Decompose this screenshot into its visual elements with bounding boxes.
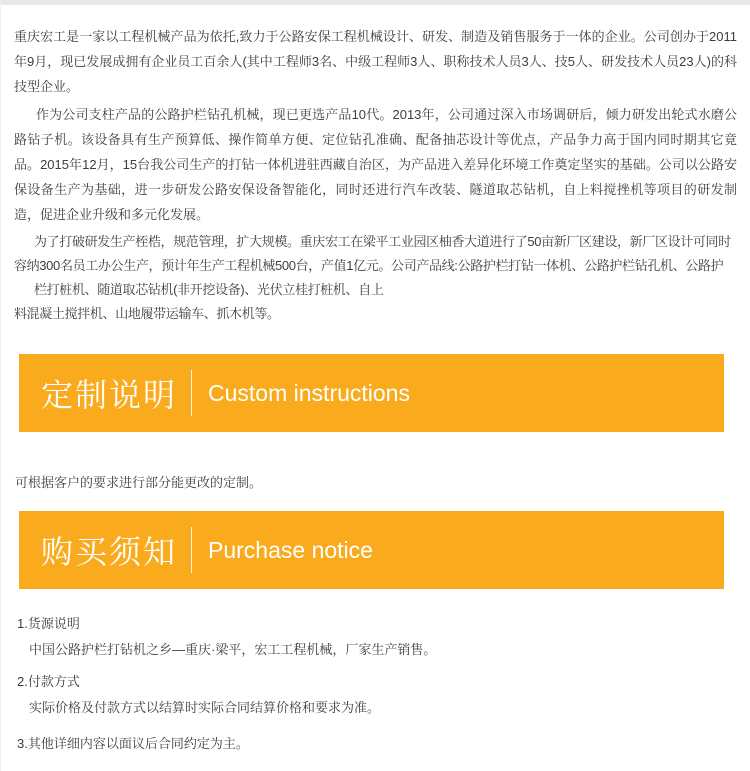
banner-divider (191, 527, 192, 573)
intro-paragraph-3-line: 为了打破研发生产桎梏，规范管理，扩大规模。重庆宏工在梁平工业园区柚香大道进行了50亩新厂区建设，新厂区设计可同时 (34, 234, 731, 249)
intro-paragraph-3-line: 料混凝土搅拌机、山地履带运输车、抓木机等。 (14, 306, 280, 321)
intro-paragraph-1: 重庆宏工是一家以工程机械产品为依托,致力于公路安保工程机械设计、研发、制造及销售服务于一体的企业。公司创办于2011年9月，现已发展成拥有企业员工百余人(其中工程师3名、中级工程师3人、职称技术人员3人、技5人、研发技术人员23人)的科技型企业。 (14, 29, 737, 94)
custom-instructions-banner (19, 354, 724, 432)
intro-paragraph-3 (14, 230, 737, 326)
intro-paragraph-2: 作为公司支柱产品的公路护栏钻孔机械，现已更选产品10代。2013年，公司通过深入市场调研后，倾力研发出轮式水磨公路钻子机。该设备具有生产预算低、操作简单方便、定位钻孔准确、配备抽芯设计等优点，产品争力高于国内同时期其它竟品。2015年12月，15台我公司生产的打钻一体机进驻西藏自治区，为产品进入差异化环境工作奠定坚实的基础。公司以公路安保设备生产为基础，进一步研发公路安保设备智能化，同时还进行汽车改装、隧道取芯钻机，自上料搅挫机等项目的研发制造，促进企业升级和多元化发展。 (14, 107, 737, 222)
notice-detail: 实际价格及付款方式以结算时实际合同结算价格和要求为准。 (29, 700, 381, 715)
notice-detail: 中国公路护栏打钻机之乡—重庆·梁平，宏工工程机械，厂家生产销售。 (29, 642, 437, 657)
purchase-notice-list (17, 611, 737, 757)
notice-heading: 2.付款方式 (17, 674, 80, 689)
notice-item (17, 669, 737, 721)
purchase-notice-title-zh: 购买须知 (41, 534, 178, 570)
custom-instructions-title-en: Custom instructions (208, 379, 410, 406)
purchase-notice-title-en: Purchase notice (208, 536, 373, 563)
notice-heading: 3.其他详细内容以面议后合同约定为主。 (17, 736, 249, 751)
custom-instructions-title-zh: 定制说明 (41, 377, 178, 413)
purchase-notice-banner (19, 511, 724, 589)
notice-item (17, 611, 737, 663)
intro-paragraph-3-line: 栏打桩机、随道取芯钻机(非开挖设备)、光伏立桂打桩机、自上 (34, 282, 384, 297)
notice-heading: 1.货源说明 (17, 616, 80, 631)
company-intro-section (1, 5, 750, 326)
custom-instructions-note: 可根据客户的要求进行部分能更改的定制。 (15, 475, 263, 490)
banner-divider (191, 370, 192, 416)
notice-item (17, 731, 737, 757)
intro-paragraph-3-line: 容纳300名员工办公生产，预计年生产工程机械500台，产值1亿元。公司产品线:公路护栏打钻一体机、公路护栏钻孔机、公路护 (14, 258, 724, 273)
